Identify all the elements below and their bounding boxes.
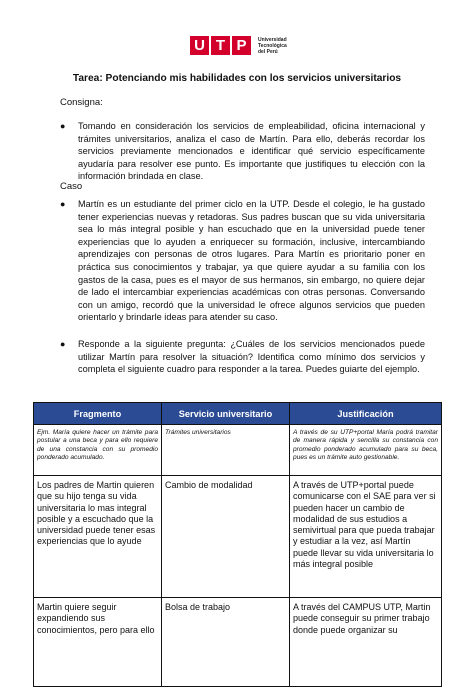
table-row: [34, 598, 442, 687]
bullet-icon: ●: [60, 121, 66, 131]
consigna-bullet: [60, 120, 425, 183]
example-justificacion: A través de su UTP+portal María podrá tramitar de manera rápida y sencilla su constancia con promedio ponderado acumulado para su beca, pues es un trámite auto gestionable.: [290, 425, 442, 476]
pregunta-text: Responde a la siguiente pregunta: ¿Cuáles de los servicios mencionados puede utilizar Martín para resolver la situación? Identifica como mínimo dos servicios y completa el siguiente cuadro para responder a la tarea. Puedes guiarte del ejemplo.: [78, 339, 425, 375]
caso-label: Caso: [60, 181, 83, 192]
example-servicio: Trámites universitarios: [162, 425, 290, 476]
consigna-label: Consigna:: [60, 97, 103, 108]
logo-line-1: Universidad: [258, 36, 287, 43]
table-row-example: [34, 425, 442, 476]
example-fragmento: Ejm. María quiere hacer un trámite para postular a una beca y para ello requiere de una constancia con su promedio ponderado acumulado.: [34, 425, 162, 476]
logo-letter-p: P: [232, 36, 251, 55]
logo-subtitle: [258, 37, 287, 55]
caso-text: Martín es un estudiante del primer ciclo en la UTP. Desde el colegio, le ha gustado tener experiencias nuevas y retadoras. Sus padres buscan que su vida universitaria sea lo más integral posible y han escuchado que en la universidad puede tener experiencias que lo ayuden a enriquecer su formación, inclusive, intercambiando aprendizajes con personas de otros lugares. Para Martín es prioritario poner en práctica sus conocimientos y trabajar, ya que quiere ayudar a su familia con los gastos de la casa, pues es el mayor de sus hermanos, sin embargo, no quiere dejar de lado el intercambiar experiencias académicas con otras personas. Conversando con un amigo, recordó que la universidad le ofrece algunos servicios que pueden orientarlo y brindarle ideas para atender su caso.: [78, 199, 425, 323]
consigna-text: Tomando en consideración los servicios de empleabilidad, oficina internacional y trámites universitarios, analiza el caso de Martín. Para ello, deberás recordar los servicios previamente mencionados e identificar qué servicio específicamente ayudaría para resolver ese punto. Es importante que justifiques tu elección con la información brindada en clase.: [78, 121, 425, 182]
utp-logo: [190, 36, 287, 55]
logo-line-2: Tecnológica: [258, 42, 287, 49]
page-title: Tarea: Potenciando mis habilidades con los servicios universitarios: [72, 73, 402, 84]
logo-line-3: del Perú: [258, 48, 278, 55]
logo-letter-t: T: [211, 36, 230, 55]
bullet-icon: ●: [60, 199, 66, 209]
caso-bullet: [60, 198, 425, 324]
logo-letter-u: U: [190, 36, 209, 55]
row-justificacion: A través del CAMPUS UTP, Martin puede conseguir su primer trabajo donde puede organizar su: [290, 598, 442, 687]
bullet-icon: ●: [60, 339, 66, 349]
row-servicio: Bolsa de trabajo: [162, 598, 290, 687]
row-fragmento: Los padres de Martin quieren que su hijo tenga su vida universitaria lo mas integral posible y a escuchado que la universidad puede tener esas experiencias que lo ayude: [34, 476, 162, 598]
table-header-row: [34, 403, 442, 425]
row-servicio: Cambio de modalidad: [162, 476, 290, 598]
answer-table: [33, 402, 442, 687]
row-justificacion: A través de UTP+portal puede comunicarse con el SAE para ver si pueden hacer un cambio de modalidad de sus estudios a semivirtual para que pueda trabajar y estudiar a la vez, así Martín puede llevar su vida universitaria lo más integral posible: [290, 476, 442, 598]
header-justificacion: Justificación: [290, 403, 442, 425]
header-fragmento: Fragmento: [34, 403, 162, 425]
table-row: [34, 476, 442, 598]
row-fragmento: Martin quiere seguir expandiendo sus conocimientos, pero para ello: [34, 598, 162, 687]
header-servicio: Servicio universitario: [162, 403, 290, 425]
pregunta-bullet: [60, 338, 425, 376]
